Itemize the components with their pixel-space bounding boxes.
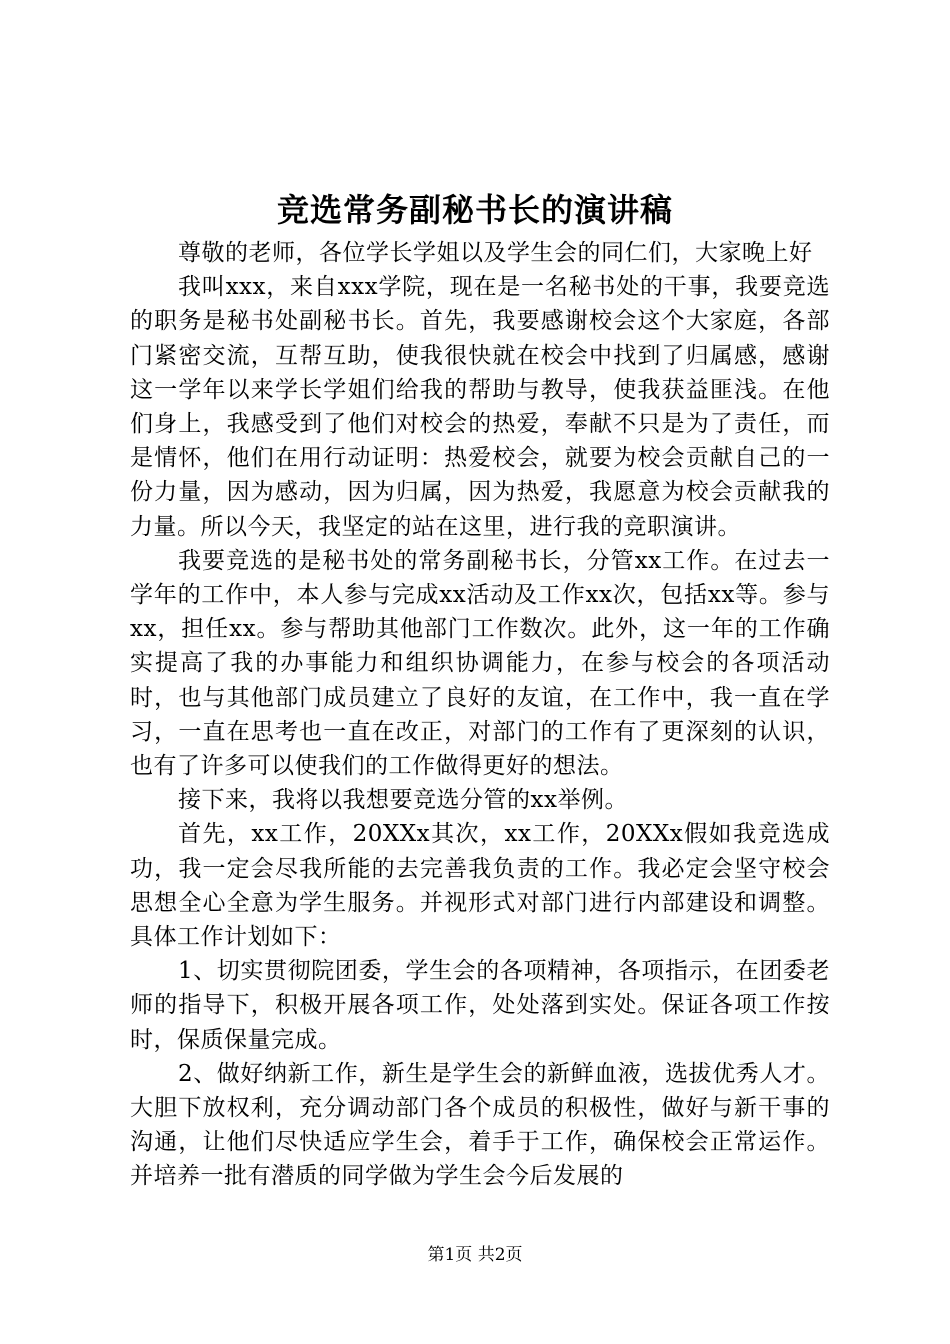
paragraph-plan-item-2: 2、做好纳新工作，新生是学生会的新鲜血液，选拔优秀人才。大胆下放权利，充分调动部门各个成员的积极性，做好与新干事的沟通，让他们尽快适应学生会，着手于工作，确保校会正常运作。并培养一批有潜质的同学做为学生会今后发展的 [130,1060,830,1190]
paragraph-plan-item-1: 1、切实贯彻院团委，学生会的各项精神，各项指示，在团委老师的指导下，积极开展各项工作，处处落到实处。保证各项工作按时，保质保量完成。 [130,958,830,1053]
document-title: 竞选常务副秘书长的演讲稿 [276,191,673,229]
document-body [130,236,830,1194]
paragraph-experience: 我要竞选的是秘书处的常务副秘书长，分管xx工作。在过去一学年的工作中，本人参与完成xx活动及工作xx次，包括xx等。参与xx，担任xx。参与帮助其他部门工作数次。此外，这一年的工作确实提高了我的办事能力和组织协调能力，在参与校会的各项活动时，也与其他部门成员建立了良好的友谊，在工作中，我一直在学习，一直在思考也一直在改正，对部门的工作有了更深刻的认识，也有了许多可以使我们的工作做得更好的想法。 [130,547,830,780]
page-number-footer: 第1页 共2页 [427,1245,523,1265]
paragraph-plan-intro: 首先，xx工作，20XXx其次，xx工作，20XXx假如我竞选成功，我一定会尽我所能的去完善我负责的工作。我必定会坚守校会思想全心全意为学生服务。并视形式对部门进行内部建设和调整。具体工作计划如下： [130,821,830,951]
paragraph-introduction: 我叫xxx，来自xxx学院，现在是一名秘书处的干事，我要竞选的职务是秘书处副秘书长。首先，我要感谢校会这个大家庭，各部门紧密交流，互帮互助，使我很快就在校会中找到了归属感，感谢这一学年以来学长学姐们给我的帮助与教导，使我获益匪浅。在他们身上，我感受到了他们对校会的热爱，奉献不只是为了责任，而是情怀，他们在用行动证明：热爱校会，就要为校会贡献自己的一份力量，因为感动，因为归属，因为热爱，我愿意为校会贡献我的力量。所以今天，我坚定的站在这里，进行我的竞职演讲。 [130,274,830,540]
paragraph-example: 接下来，我将以我想要竞选分管的xx举例。 [178,787,628,814]
paragraph-greeting: 尊敬的老师，各位学长学姐以及学生会的同仁们，大家晚上好 [178,240,813,266]
